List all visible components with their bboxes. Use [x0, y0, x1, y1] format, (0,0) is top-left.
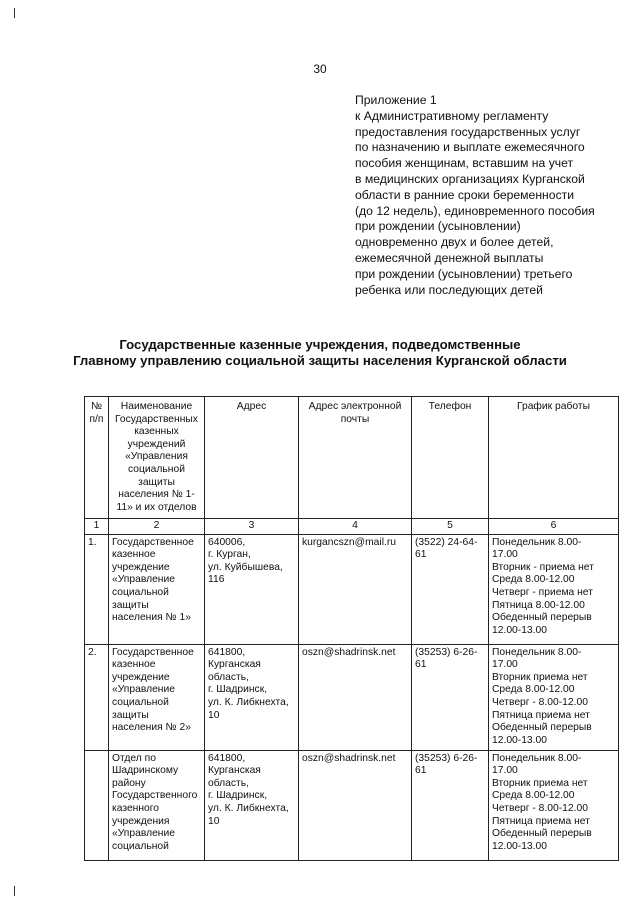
address-line: г. Шадринск, [208, 684, 268, 696]
schedule-line: 12.00-13.00 [492, 840, 547, 852]
institution-email: oszn@shadrinsk.net [299, 750, 412, 860]
column-number: 4 [299, 519, 412, 535]
address-line: 641800, [208, 752, 246, 764]
name-line: социальной [112, 586, 169, 598]
institution-phone [412, 644, 489, 750]
appendix-line: ребенка или последующих детей [355, 282, 543, 297]
header-text: п/п [89, 413, 104, 425]
header-text: почты [340, 413, 370, 425]
address-line: 10 [208, 815, 220, 827]
column-number: 6 [489, 519, 619, 535]
name-line: Государственное [112, 536, 194, 548]
name-line: социальной [112, 696, 169, 708]
address-line: Курганская [208, 659, 261, 671]
schedule-line: 17.00 [492, 765, 518, 777]
appendix-note [355, 93, 625, 298]
name-line: «Управление [112, 574, 175, 586]
appendix-line: при рождении (усыновлении) [355, 219, 521, 234]
phone-line: (35253) 6-26- [415, 752, 478, 764]
column-number: 1 [85, 519, 109, 535]
title-line: Государственные казенные учреждения, подведомственные [119, 337, 521, 352]
table-header-row [85, 397, 619, 519]
phone-line: 61 [415, 765, 427, 777]
institution-phone [412, 534, 489, 644]
appendix-line: области в ранние сроки беременности [355, 187, 575, 202]
name-line: казенное [112, 659, 156, 671]
header-address [205, 397, 299, 519]
name-line: населения № 1» [112, 612, 191, 624]
institution-phone [412, 750, 489, 860]
institution-schedule [489, 644, 619, 750]
address-line: 116 [208, 574, 225, 586]
column-number: 5 [412, 519, 489, 535]
table-row [85, 644, 619, 750]
institution-name [109, 644, 205, 750]
schedule-line: Четверг - 8.00-12.00 [492, 802, 588, 814]
appendix-line: ежемесячной денежной выплаты [355, 250, 544, 265]
name-line: учреждение [112, 561, 170, 573]
address-line: ул. К. Либкнехта, [208, 802, 289, 814]
column-number: 2 [109, 519, 205, 535]
header-text: населения № 1- [118, 489, 195, 501]
schedule-line: Пятница приема нет [492, 815, 590, 827]
phone-line: 61 [415, 659, 427, 671]
appendix-line: Приложение 1 [355, 93, 437, 107]
name-line: Шадринскому [112, 765, 179, 777]
name-line: казенное [112, 549, 156, 561]
name-line: защиты [112, 709, 149, 721]
header-name [109, 397, 205, 519]
header-text: № [90, 401, 103, 412]
name-line: «Управление [112, 828, 175, 840]
schedule-line: Понедельник 8.00- [492, 752, 582, 764]
address-line: Курганская [208, 765, 261, 777]
institutions-table [84, 396, 619, 861]
scan-mark-top [14, 8, 15, 18]
schedule-line: Понедельник 8.00- [492, 536, 582, 548]
column-number: 3 [205, 519, 299, 535]
address-line: г. Шадринск, [208, 790, 268, 802]
header-text: казенных [134, 426, 179, 438]
phone-line: 61 [415, 549, 427, 561]
schedule-line: Пятница 8.00-12.00 [492, 599, 585, 611]
schedule-line: Среда 8.00-12.00 [492, 574, 575, 586]
header-email [299, 397, 412, 519]
schedule-line: 12.00-13.00 [492, 734, 547, 746]
name-line: населения № 2» [112, 722, 191, 734]
row-number: 2. [85, 644, 109, 750]
name-line: учреждения [112, 815, 170, 827]
header-text: Наименование [120, 401, 193, 412]
schedule-line: 17.00 [492, 549, 518, 561]
schedule-line: Вторник приема нет [492, 777, 588, 789]
schedule-line: Четверг - приема нет [492, 586, 593, 598]
address-line: 640006, [208, 536, 246, 548]
name-line: защиты [112, 599, 149, 611]
header-text: Телефон [428, 401, 472, 412]
name-line: Государственного [112, 790, 198, 802]
document-title [0, 337, 640, 369]
header-num [85, 397, 109, 519]
header-text: защиты [138, 476, 175, 488]
name-line: учреждение [112, 671, 170, 683]
appendix-line: одновременно двух и более детей, [355, 235, 554, 250]
header-text: «Управления [125, 451, 188, 463]
schedule-line: Обеденный перерыв [492, 612, 592, 624]
header-text: 11» и их отделов [116, 501, 197, 513]
schedule-line: Среда 8.00-12.00 [492, 790, 575, 802]
appendix-line: при рождении (усыновлении) третьего [355, 266, 573, 281]
schedule-line: 17.00 [492, 659, 518, 671]
address-line: ул. К. Либкнехта, [208, 696, 289, 708]
address-line: ул. Куйбышева, [208, 561, 283, 573]
header-text: учреждений [127, 438, 186, 450]
column-number-row [85, 519, 619, 535]
schedule-line: Вторник - приема нет [492, 561, 594, 573]
address-line: область, [208, 777, 249, 789]
row-number: 1. [85, 534, 109, 644]
institution-email: kurgancszn@mail.ru [299, 534, 412, 644]
row-number [85, 750, 109, 860]
institution-address [205, 534, 299, 644]
institution-address [205, 644, 299, 750]
title-line: Главному управлению социальной защиты населения Курганской области [73, 353, 567, 368]
institution-schedule [489, 534, 619, 644]
institution-email: oszn@shadrinsk.net [299, 644, 412, 750]
header-schedule [489, 397, 619, 519]
appendix-line: пособия женщинам, вставшим на учет [355, 156, 574, 171]
phone-line: (3522) 24-64- [415, 536, 478, 548]
phone-line: (35253) 6-26- [415, 646, 478, 658]
header-text: Государственных [115, 413, 198, 425]
institution-address [205, 750, 299, 860]
schedule-line: 12.00-13.00 [492, 624, 547, 636]
appendix-line: по назначению и выплате ежемесячного [355, 140, 585, 155]
schedule-line: Среда 8.00-12.00 [492, 684, 575, 696]
schedule-line: Четверг - 8.00-12.00 [492, 696, 588, 708]
address-line: область, [208, 671, 249, 683]
header-phone [412, 397, 489, 519]
page-number: 30 [313, 62, 327, 76]
institution-schedule [489, 750, 619, 860]
name-line: району [112, 777, 146, 789]
appendix-line: предоставления государственных услуг [355, 124, 581, 139]
header-text: Адрес [236, 401, 267, 412]
appendix-line: к Административному регламенту [355, 108, 549, 123]
header-text: График работы [516, 401, 590, 412]
table-row [85, 750, 619, 860]
header-text: Адрес электронной [308, 401, 402, 412]
scan-mark-bottom [14, 886, 15, 896]
schedule-line: Обеденный перерыв [492, 722, 592, 734]
name-line: Отдел по [112, 752, 156, 764]
appendix-line: (до 12 недель), единовременного пособия [355, 203, 595, 218]
address-line: г. Курган, [208, 549, 251, 561]
address-line: 10 [208, 709, 220, 721]
table-row [85, 534, 619, 644]
name-line: социальной [112, 840, 169, 852]
schedule-line: Вторник приема нет [492, 671, 588, 683]
schedule-line: Пятница приема нет [492, 709, 590, 721]
schedule-line: Понедельник 8.00- [492, 646, 582, 658]
institution-name [109, 750, 205, 860]
appendix-line: в медицинских организациях Курганской [355, 171, 585, 186]
name-line: Государственное [112, 646, 194, 658]
header-text: социальной [128, 463, 185, 475]
name-line: «Управление [112, 684, 175, 696]
name-line: казенного [112, 802, 160, 814]
address-line: 641800, [208, 646, 246, 658]
schedule-line: Обеденный перерыв [492, 828, 592, 840]
institution-name [109, 534, 205, 644]
